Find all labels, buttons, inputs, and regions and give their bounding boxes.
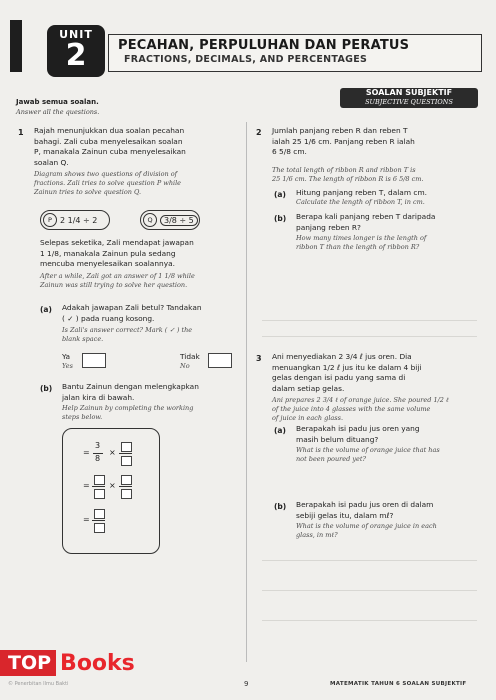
series-title: MATEMATIK TAHUN 6 SOALAN SUBJEKTIF [330, 681, 467, 687]
answer-box[interactable] [94, 489, 105, 499]
no-checkbox[interactable] [208, 353, 232, 368]
q3b-text-ms: Berapakah isi padu jus oren di dalam sebiji gelas itu, dalam mℓ? [296, 500, 434, 520]
chapter-title-en: FRACTIONS, DECIMALS, AND PERCENTAGES [124, 54, 368, 65]
logo-top: TOP [0, 650, 56, 676]
question-1-text-ms: Rajah menunjukkan dua soalan pecahan bahagi. Zali cuba menyelesaikan soalan P, manakala Zainun cuba menyelesaikan soalan Q. [34, 126, 186, 167]
answer-box[interactable] [121, 442, 132, 452]
q-expression: 3/8 ÷ 5 [160, 215, 198, 226]
q3b-text-en: What is the volume of orange juice in each glass, in mℓ? [296, 522, 437, 539]
q1a-text-ms: Adakah jawapan Zali betul? Tandakan ( ✓ ) pada ruang kosong. [62, 303, 202, 323]
answer-box[interactable] [94, 523, 105, 533]
q2a-text-ms: Hitung panjang reben T, dalam cm. [296, 188, 427, 197]
q1b-label: (b) [40, 384, 53, 393]
p-label: P [43, 213, 57, 227]
question-3-number: 3 [256, 354, 262, 363]
section-badge [340, 88, 478, 108]
question-1-after-en: After a while, Zali got an answer of 1 1/8 while Zainun was still trying to solve her question. [40, 272, 195, 289]
working-steps-box: = 3 8 × = × = [62, 428, 160, 554]
question-1-after-ms: Selepas seketika, Zali mendapat jawapan 1 1/8, manakala Zainun pula sedang mencuba menyelesaikan soalannya. [40, 238, 194, 268]
q-label: Q [143, 213, 157, 227]
faint-line [262, 320, 477, 321]
q2a-text-en: Calculate the length of ribbon T, in cm. [296, 198, 425, 206]
answer-box[interactable] [121, 456, 132, 466]
question-q-box [140, 210, 200, 230]
question-2-number: 2 [256, 128, 262, 137]
header-bar-decoration [10, 20, 22, 72]
instruction-en: Answer all the questions. [16, 108, 100, 116]
unit-number: 2 [65, 38, 87, 73]
question-3-text-ms: Ani menyediakan 2 3/4 ℓ jus oren. Dia menuangkan 1/2 ℓ jus itu ke dalam 4 biji gelas dengan isi padu yang sama di dalam setiap gelas. [272, 352, 422, 393]
q3a-text-en: What is the volume of orange juice that has not been poured yet? [296, 446, 440, 463]
column-divider [246, 122, 247, 662]
fraction-denominator: 8 [95, 454, 101, 463]
publisher-note: © Penerbitan Ilmu Bakti [8, 681, 69, 687]
page-number: 9 [244, 680, 249, 688]
question-1-number: 1 [18, 128, 24, 137]
q1b-text-ms: Bantu Zainun dengan melengkapkan jalan kira di bawah. [62, 382, 199, 402]
section-badge-en: SUBJECTIVE QUESTIONS [365, 98, 453, 106]
q1a-label: (a) [40, 305, 52, 314]
faint-line [262, 336, 477, 337]
tidak-label: Tidak [180, 352, 200, 361]
unit-badge [47, 25, 105, 77]
faint-line [262, 620, 477, 621]
topbooks-logo [0, 646, 135, 680]
q1b-text-en: Help Zainun by completing the working steps below. [62, 404, 194, 421]
fraction-numerator: 3 [95, 441, 101, 450]
q2a-label: (a) [274, 190, 286, 199]
q3a-label: (a) [274, 426, 286, 435]
yes-label: Yes [62, 362, 73, 370]
answer-box[interactable] [121, 475, 132, 485]
q1a-text-en: Is Zali's answer correct? Mark ( ✓ ) the blank space. [62, 326, 193, 343]
p-expression: 2 1/4 ÷ 2 [60, 215, 98, 225]
q3a-text-ms: Berapakah isi padu jus oren yang masih belum dituang? [296, 424, 420, 444]
answer-box[interactable] [94, 475, 105, 485]
chapter-title-ms: PECAHAN, PERPULUHAN DAN PERATUS [118, 38, 410, 53]
unit-word: UNIT [59, 28, 93, 41]
q2b-text-en: How many times longer is the length of ribbon T than the length of ribbon R? [296, 234, 427, 251]
answer-box[interactable] [94, 509, 105, 519]
instruction-ms: Jawab semua soalan. [16, 98, 99, 106]
question-1-text-en: Diagram shows two questions of division of fractions. Zali tries to solve question P while Zainun tries to solve question Q. [34, 170, 182, 196]
ya-label: Ya [62, 352, 71, 361]
section-badge-ms: SOALAN SUBJEKTIF [365, 88, 453, 97]
faint-line [262, 590, 477, 591]
q3b-label: (b) [274, 502, 287, 511]
q2b-text-ms: Berapa kali panjang reben T daripada panjang reben R? [296, 212, 436, 232]
question-2-text-en: The total length of ribbon R and ribbon T is 25 1/6 cm. The length of ribbon R is 6 5/8 cm. [272, 166, 424, 183]
logo-books: Books [60, 650, 135, 676]
no-label: No [180, 362, 190, 370]
question-3-text-en: Ani prepares 2 3/4 ℓ of orange juice. She poured 1/2 ℓ of the juice into 4 glasses with the same volume of juice in each glass. [272, 396, 449, 422]
yes-checkbox[interactable] [82, 353, 106, 368]
faint-line [262, 560, 477, 561]
question-p-box [40, 210, 110, 230]
q2b-label: (b) [274, 214, 287, 223]
answer-box[interactable] [121, 489, 132, 499]
question-2-text-ms: Jumlah panjang reben R dan reben T ialah 25 1/6 cm. Panjang reben R ialah 6 5/8 cm. [272, 126, 415, 156]
